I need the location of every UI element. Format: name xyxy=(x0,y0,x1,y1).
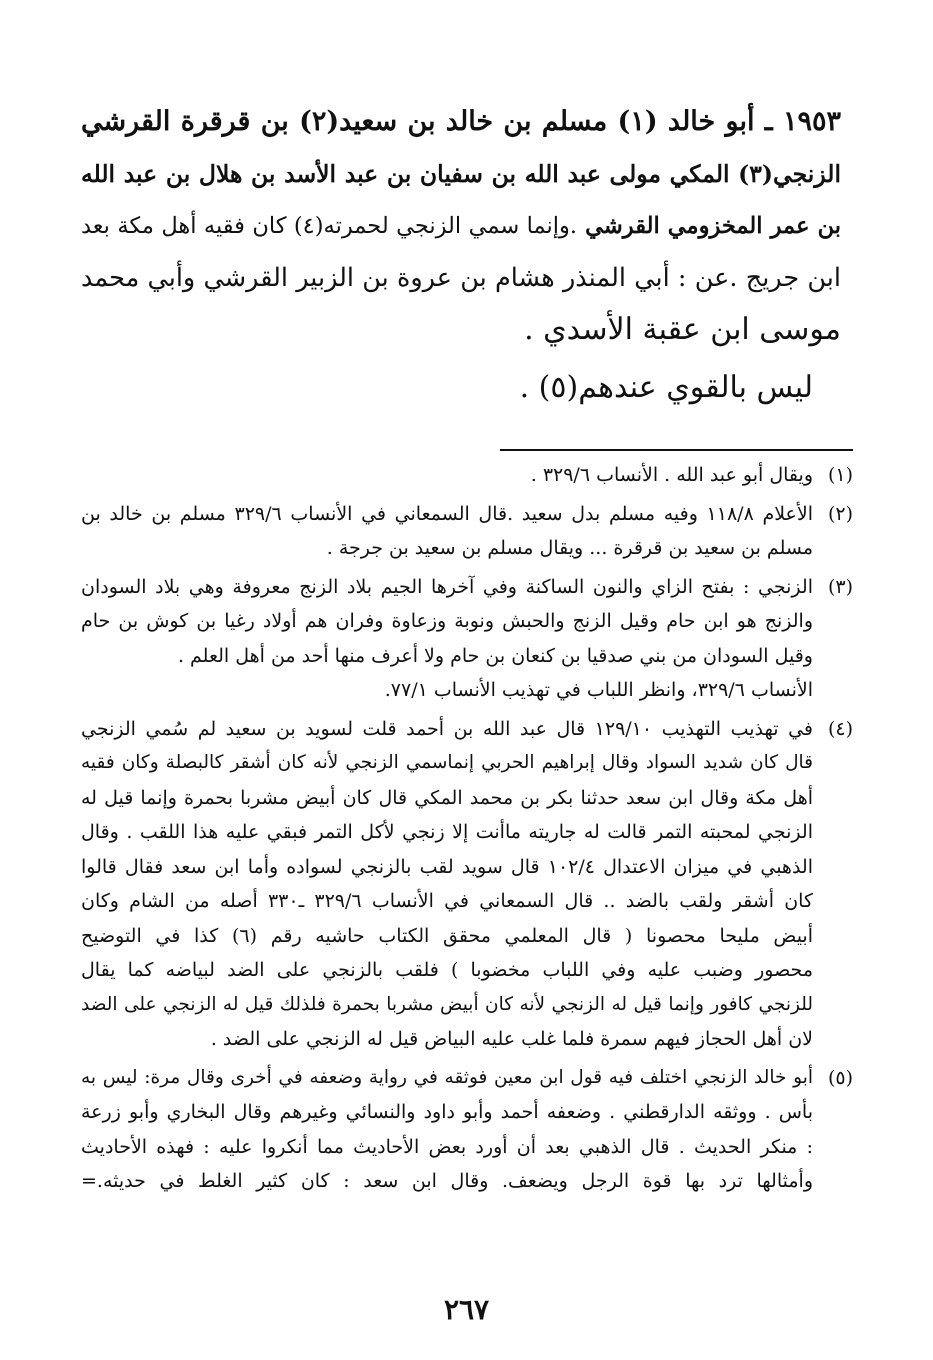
entry-line: الزنجي(٣) المكي مولى عبد الله بن سفيان بن عبد الأسد بن هلال بن عبد الله xyxy=(81,160,841,188)
footnote-line: كان أشقر ولقب بالضد .. قال السمعاني في الأنساب ٣٢٩/٦ ـ٣٣٠ أصله من الشام وكان xyxy=(81,890,813,912)
footnote-number: (٣) xyxy=(827,575,853,598)
footnote-line: أبيض مليحا محصونا ( قال المعلمي محقق الكتاب حاشيه رقم (٦) كذا في التوضيح xyxy=(81,924,813,947)
footnote-line: الزنجي لمحبته التمر قالت له جاريته ماأنت إلا زنجي لأكل التمر فبقي عليه هذا اللقب . وقال xyxy=(81,821,813,843)
footnote-line: والزنج هو ابن حام وقيل الزنج والحبش ونوبة وزعاوة وفران هم أولاد رغيا بن كوش بن حام xyxy=(81,610,813,632)
footnote-line: في تهذيب التهذيب ١٢٩/١٠ قال عبد الله بن أحمد قلت لسويد بن سعيد لم سُمي الزنجي xyxy=(81,717,813,740)
footnote-line: : منكر الحديث . قال الذهبي بعد أن أورد بعض الأحاديث مما أنكروا عليه : فهذه الأحاديث xyxy=(81,1135,813,1158)
footnote xyxy=(81,712,853,1057)
footnote-line: أبو خالد الزنجي اختلف فيه قول ابن معين فوثقه في رواية وضعفه في أخرى وقال مرة: ليس به xyxy=(81,1066,813,1088)
footnote-number: (٢) xyxy=(827,502,853,525)
footnotes xyxy=(81,458,853,1203)
footnote-line: وأمثالها ترد بها قوة الرجل ويضعف. وقال ابن سعد : كان كثير الغلط في حديثه.= xyxy=(81,1170,813,1192)
entry-line-regular-part: .وإنما سمي الزنجي لحمرته(٤) كان فقيه أهل مكة بعد xyxy=(81,213,578,239)
footnote-divider xyxy=(500,449,853,451)
biography-entry xyxy=(81,96,841,356)
footnote-number: (١) xyxy=(827,464,853,486)
footnote-number: (٥) xyxy=(827,1066,853,1089)
footnote xyxy=(81,1061,853,1199)
footnote-line: الزنجي : بفتح الزاي والنون الساكنة وفي آخرها الجيم بلاد الزنج معروفة وهي بلاد السودان xyxy=(81,575,813,598)
entry-line: ابن جريج .عن : أبي المنذر هشام بن عروة بن الزبير القرشي وأبي محمد xyxy=(81,263,841,293)
entry-line xyxy=(81,200,841,252)
entry-verdict: ليس بالقوي عندهم(٥) . xyxy=(519,370,813,405)
footnote-line: الذهبي في ميزان الاعتدال ١٠٢/٤ قال سويد لقب بالزنجي لسواده وأما ابن سعد فقال قالوا xyxy=(81,855,813,878)
footnote-line: لان أهل الحجاز فيهم سمرة فلما غلب عليه البياض قيل له الزنجي على الضد . xyxy=(210,1028,813,1050)
footnote-line: أهل مكة وقال ابن سعد حدثنا بكر بن محمد المكي قال كان أبيض مشربا بحمرة وإنما قيل له xyxy=(81,786,813,809)
footnote-line: مسلم بن سعيد بن قرقرة ... ويقال مسلم بن سعيد بن جرجة . xyxy=(326,537,813,559)
footnote xyxy=(81,497,853,566)
footnote xyxy=(81,570,853,708)
footnote-line: قال كان شديد السواد وقال إبراهيم الحربي إنماسمي الزنجي لأنه كان أشقر كالبصلة وكان فقيه xyxy=(81,752,813,773)
entry-line-bold-part: بن عمر المخزومي القرشي xyxy=(577,213,841,239)
footnote-line: الأنساب ٣٢٩/٦، وانظر اللباب في تهذيب الأنساب ٧٧/١. xyxy=(384,679,813,701)
entry-line: موسى ابن عقبة الأسدي . xyxy=(524,312,841,347)
footnote-line: وقيل السودان من بني صدقيا بن كنعان بن حام ولا أعرف منها أحد من أهل العلم . xyxy=(177,644,813,667)
footnote xyxy=(81,458,853,493)
footnote-line: للزنجي كافور وإنما قيل له الزنجي لأنه كان أبيض مشربا بحمرة فلذلك قيل له الزنجي على الضد xyxy=(81,993,813,1015)
footnote-line: الأعلام ١١٨/٨ وفيه مسلم بدل سعيد .قال السمعاني في الأنساب ٣٢٩/٦ مسلم بن خالد بن xyxy=(81,502,813,525)
entry-line: ١٩٥٣ ـ أبو خالد (١) مسلم بن خالد بن سعيد(٢) بن قرقرة القرشي xyxy=(81,106,841,137)
footnote-line: ويقال أبو عبد الله . الأنساب ٣٢٩/٦ . xyxy=(530,464,813,486)
footnote-number: (٤) xyxy=(827,717,853,740)
footnote-line: بأس . ووثقه الدارقطني . وضعفه أحمد وأبو داود والنسائي وغيرهم وقال البخاري وأبو زرعة xyxy=(81,1101,813,1123)
footnote-line: محصور وضبب عليه وفي اللباب مخضوبا ) فلقب بالزنجي على الضد لبياضه كما يقال xyxy=(81,959,813,981)
page-number: ٢٦٧ xyxy=(443,1293,490,1326)
